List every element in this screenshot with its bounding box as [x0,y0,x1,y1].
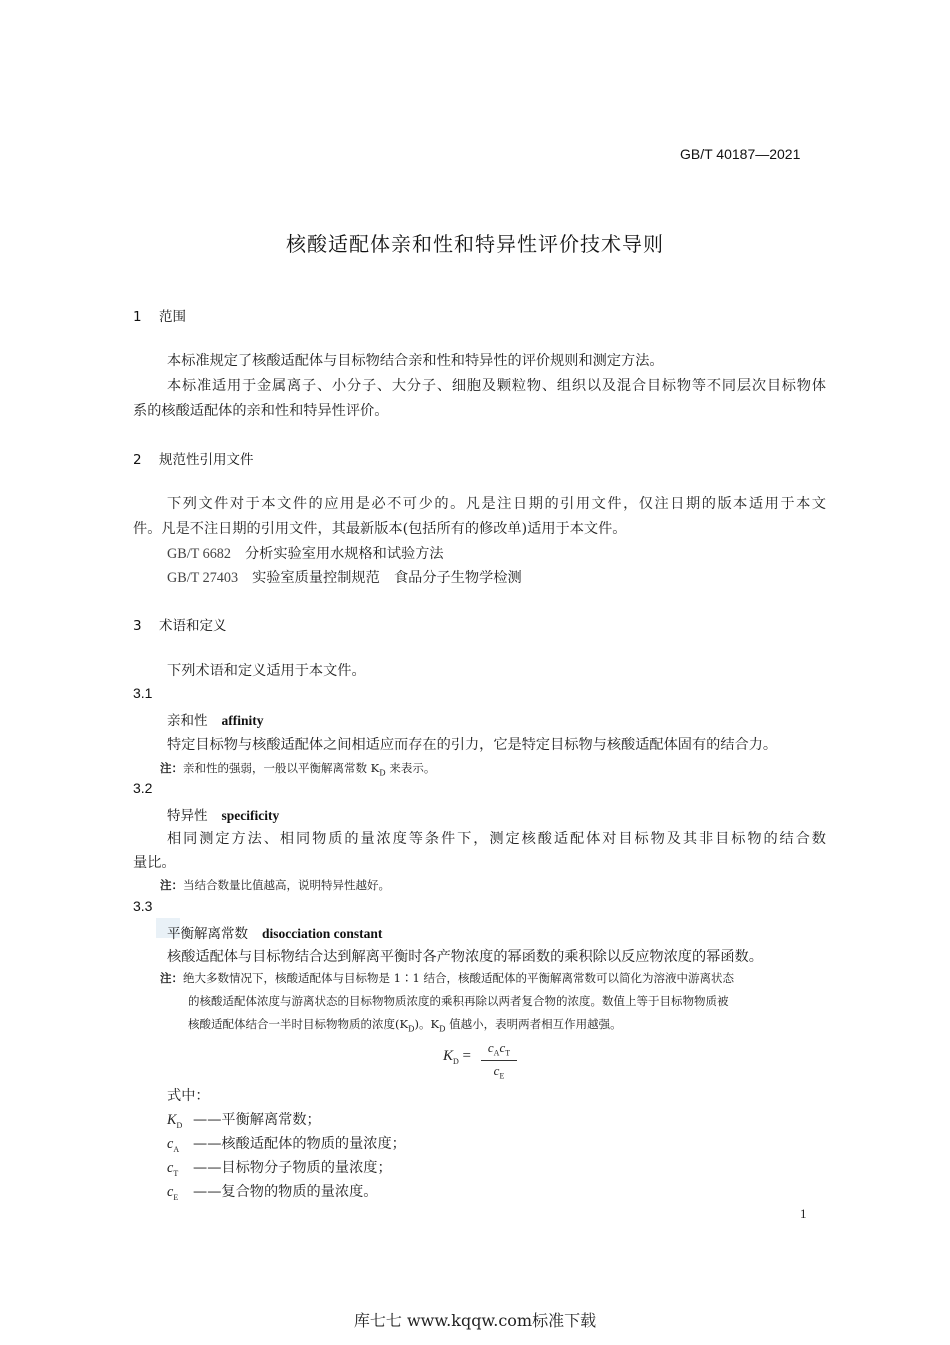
reference-item [167,567,522,587]
paragraph: 下列文件对于本文件的应用是必不可少的。凡是注日期的引用文件，仅注日期的版本适用于本文 [167,496,826,512]
section-number: 1 [133,309,142,325]
note-text: 核酸适配体结合一半时目标物物质的浓度(K [188,1017,409,1031]
formula-denominator: $c_E$ [493,1062,505,1081]
term-definition: 特定目标物与核酸适配体之间相适应而存在的引力，它是特定目标物与核酸适配体固有的结合力。 [167,737,778,753]
symbol: $c_T$ [167,1160,179,1178]
note-text: 亲和性的强弱，一般以平衡解离常数 K [183,761,380,775]
where-label: 式中： [167,1088,210,1104]
note-subscript: D [439,1024,446,1034]
term-definition: 核酸适配体与目标物结合达到解离平衡时各产物浓度的幂函数的乘积除以反应物浓度的幂函数。 [167,949,763,965]
note-subscript: D [379,768,386,778]
term-zh: 特异性 [167,808,208,824]
section-3-heading [133,614,227,634]
section-number: 3 [133,618,142,634]
clause-number: 3.3 [133,898,153,914]
term-note [160,877,390,893]
term-note [160,760,435,777]
note-text: 来表示。 [385,761,436,775]
term-note [160,970,734,986]
term-zh: 亲和性 [167,713,208,729]
term-en: specificity [221,808,280,823]
paragraph-continued: 件。凡是不注日期的引用文件，其最新版本(包括所有的修改单)适用于本文件。 [133,521,627,537]
reference-item [167,543,444,563]
symbol-description: ——目标物分子物质的量浓度； [193,1160,392,1176]
section-2-heading [133,448,254,468]
section-title: 规范性引用文件 [159,452,254,468]
formula-numerator: $c_Ac_T$ [481,1040,517,1061]
term-definition-continued: 量比。 [133,855,176,871]
symbol-row [167,1109,321,1130]
symbol-row [167,1133,406,1154]
term-definition: 相同测定方法、相同物质的量浓度等条件下，测定核酸适配体对目标物及其非目标物的结合数 [167,831,826,847]
symbol-row [167,1157,392,1178]
section-number: 2 [133,452,142,468]
term-heading [167,804,279,824]
paragraph: 下列术语和定义适用于本文件。 [167,663,366,679]
clause-number: 3.1 [133,685,153,701]
paragraph: 本标准适用于金属离子、小分子、大分子、细胞及颗粒物、组织以及混合目标物等不同层次目标物体 [167,378,826,394]
symbol-row [167,1181,377,1202]
formula-lhs: $K_D$ = [443,1048,472,1066]
reference-code: GB/T 27403 [167,570,239,586]
reference-title: 分析实验室用水规格和试验方法 [244,546,444,562]
symbol: $c_A$ [167,1136,180,1154]
term-zh: 平衡解离常数 [167,926,248,942]
paragraph-continued: 系的核酸适配体的亲和性和特异性评价。 [133,403,389,419]
standard-number: GB/T 40187—2021 [680,146,801,162]
section-title: 术语和定义 [159,618,227,634]
symbol-description: ——平衡解离常数； [193,1112,321,1128]
term-en: affinity [221,713,264,728]
document-title: 核酸适配体亲和性和特异性评价技术导则 [286,232,664,256]
section-title: 范围 [159,309,186,325]
note-label: 注： [160,971,183,985]
note-subscript: D [408,1024,415,1034]
reference-code: GB/T 6682 [167,546,231,562]
reference-title: 实验室质量控制规范 食品分子生物学检测 [252,570,522,586]
note-text: 绝大多数情况下，核酸适配体与目标物是 1∶1 结合，核酸适配体的平衡解离常数可以简化为溶液中游离状态 [183,971,734,985]
paragraph: 本标准规定了核酸适配体与目标物结合亲和性和特异性的评价规则和测定方法。 [167,353,664,369]
term-heading [167,922,382,942]
symbol-description: ——复合物的物质的量浓度。 [193,1184,378,1200]
section-1-heading [133,305,186,325]
term-note-line [188,1016,622,1033]
note-label: 注： [160,878,183,892]
formula-fraction [481,1040,517,1080]
footer-watermark: 库七七 www.kqqw.com标准下载 [353,1311,597,1330]
term-en: disocciation constant [262,926,383,941]
page-number: 1 [800,1206,807,1221]
clause-number: 3.2 [133,780,153,796]
symbol: $c_E$ [167,1184,179,1202]
note-label: 注： [160,761,183,775]
symbol-description: ——核酸适配体的物质的量浓度； [193,1136,406,1152]
note-text: 当结合数量比值越高，说明特异性越好。 [183,878,390,892]
note-text: 值越小，表明两者相互作用越强。 [445,1017,622,1031]
term-heading [167,709,264,729]
symbol: $K_D$ [167,1112,183,1130]
note-text: )。K [414,1017,440,1031]
term-note-line: 的核酸适配体浓度与游离状态的目标物物质浓度的乘积再除以两者复合物的浓度。数值上等于目标物物质被 [188,994,729,1008]
